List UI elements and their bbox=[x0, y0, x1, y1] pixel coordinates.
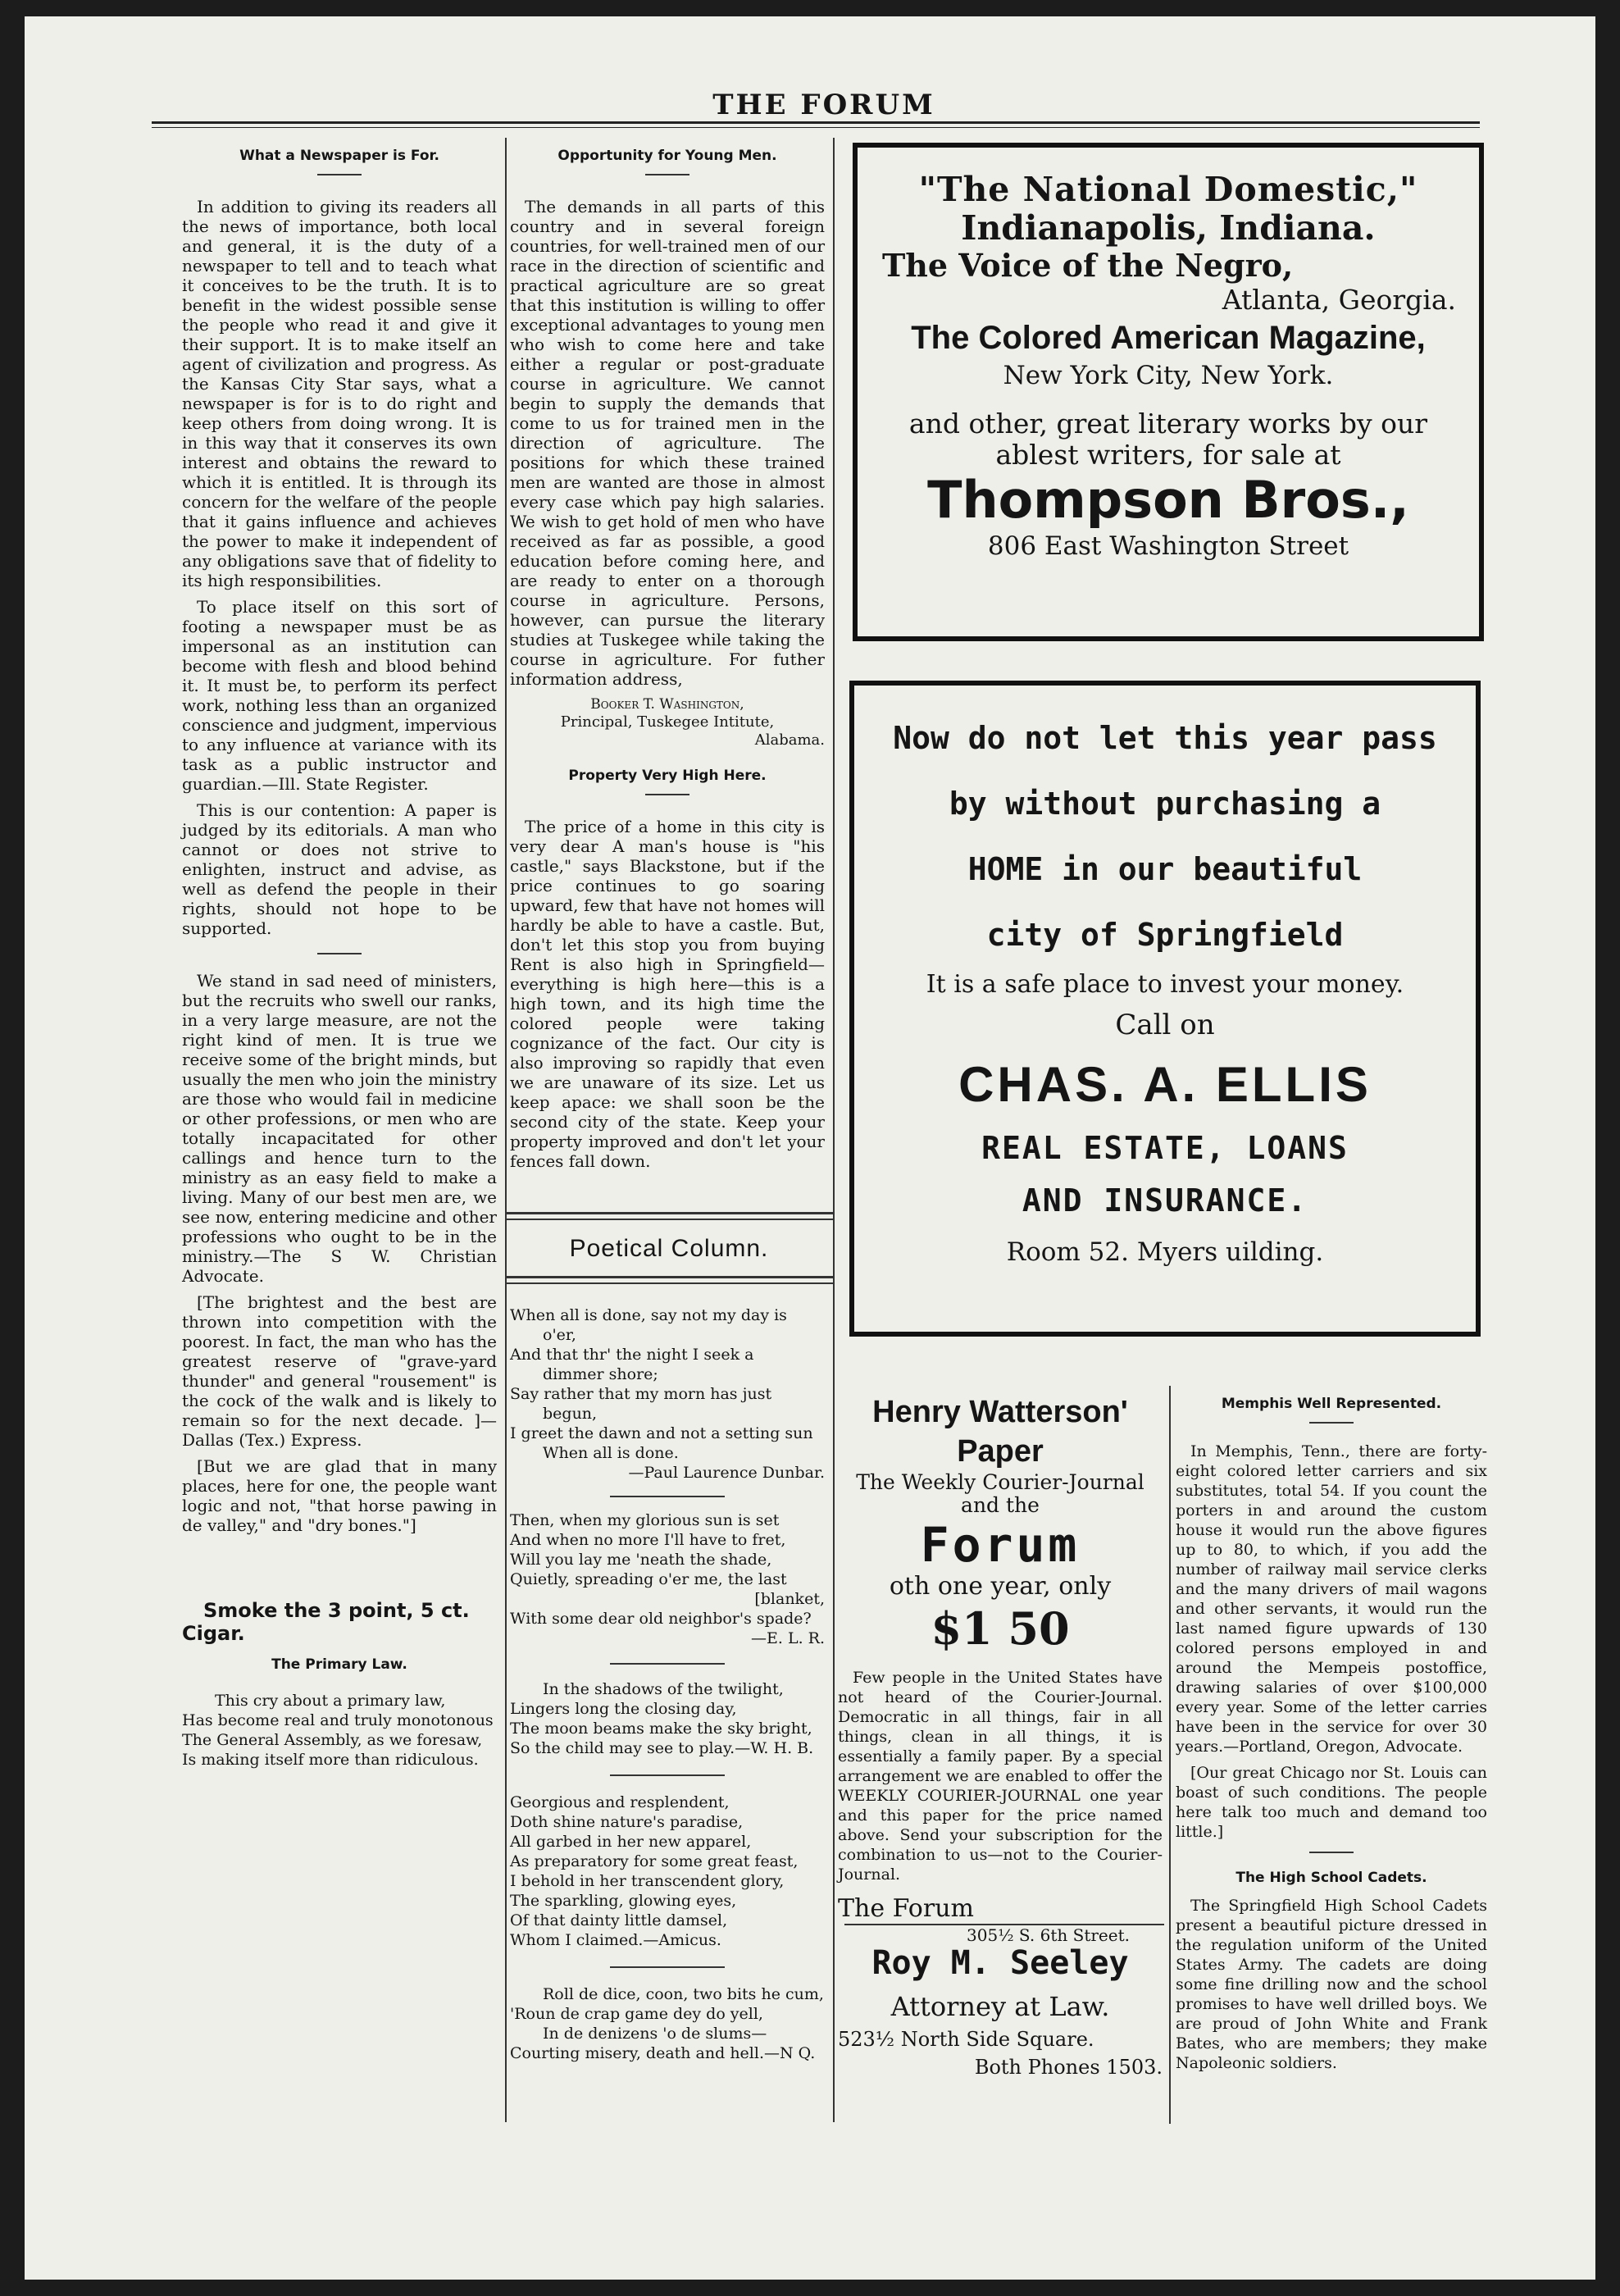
verse-line: As preparatory for some great feast, bbox=[510, 1852, 799, 1870]
verse-line: Quietly, spreading o'er me, the last bbox=[510, 1570, 787, 1588]
poem-rule bbox=[610, 1966, 725, 1968]
verse-line: Will you lay me 'neath the shade, bbox=[510, 1551, 772, 1569]
ad-address: 305½ S. 6th Street. bbox=[967, 1925, 1130, 1945]
watterson-forum-ad bbox=[838, 1392, 1163, 1945]
verse-author: —Paul Laurence Dunbar. bbox=[628, 1464, 825, 1482]
verse-line: Then, when my glorious sun is set bbox=[510, 1511, 780, 1529]
article-paragraph: [Our great Chicago nor St. Louis can boast of such conditions. The people here talk too much and demand too little.] bbox=[1176, 1764, 1487, 1841]
verse-line: And that thr' the night I seek a bbox=[510, 1346, 754, 1364]
ad-line: Forum bbox=[920, 1517, 1081, 1573]
verse-line: Lingers long the closing day, bbox=[510, 1700, 737, 1718]
verse bbox=[182, 1691, 497, 1770]
ad-line: New York City, New York. bbox=[1003, 361, 1334, 390]
column-2 bbox=[510, 146, 825, 1178]
article-paragraph: The Springfield High School Cadets present a beautiful picture dressed in the regulation uniform of the United States Army. The cadets are doing some fine drilling now and the school promises to have well drilled boys. We are proud of John White and Frank Bates, who are members; they make Napoleonic soldiers. bbox=[1176, 1897, 1487, 2072]
ad-line: Now do not let this year pass bbox=[893, 720, 1437, 756]
masthead-rule-thin bbox=[152, 127, 1480, 128]
article-paragraph: This is our contention: A paper is judged by its editorials. A man who cannot or does not strive to enlighten, instruct and advise, as well as defend the people in their rights, should not hope to be supported. bbox=[182, 800, 497, 938]
article-heading: Opportunity for Young Men. bbox=[557, 148, 777, 164]
article-heading: The Primary Law. bbox=[271, 1656, 407, 1673]
ad-line: ablest writers, for sale at bbox=[995, 439, 1341, 471]
column-divider bbox=[505, 138, 507, 2122]
verse-line: This cry about a primary law, bbox=[215, 1692, 446, 1710]
article-paragraph: In Memphis, Tenn., there are forty-eight colored letter carriers and six substitutes, total 54. If you count the porters in and around the custom house it would run the above figures up to 80, to which, if you add the number of railway mail service clerks and the many drivers of mail wagons and other servants, it would run the last named figure upwards of 130 colored persons employed in and around the Mempeis postoffice, drawing salaries of over $100,000 every year. Some of the letter carries have been in the service for over 30 years.—Portland, Oregon, Advocate. bbox=[1176, 1442, 1487, 1756]
masthead-title: THE FORUM bbox=[712, 89, 935, 121]
ad-line: oth one year, only bbox=[889, 1572, 1112, 1601]
poem-rule bbox=[610, 1774, 725, 1776]
ad-address: 523½ North Side Square. bbox=[838, 2028, 1094, 2051]
column-divider bbox=[833, 138, 835, 2122]
poem-rule bbox=[610, 1496, 725, 1497]
short-rule bbox=[645, 174, 689, 175]
ad-phone: Both Phones 1503. bbox=[974, 2056, 1163, 2079]
ad-line: Atlanta, Georgia. bbox=[1222, 284, 1456, 316]
ad-line: The Weekly Courier-Journal bbox=[856, 1470, 1144, 1494]
verse-line: Say rather that my morn has just bbox=[510, 1385, 772, 1403]
ad-line: The Voice of the Negro, bbox=[882, 247, 1294, 284]
ad-line: and other, great literary works by our bbox=[908, 408, 1428, 440]
section-rule bbox=[505, 1219, 833, 1220]
ad-line: CHAS. A. ELLIS bbox=[958, 1057, 1372, 1112]
column-1 bbox=[182, 146, 497, 1770]
signature-place: Alabama. bbox=[754, 731, 825, 749]
short-rule bbox=[1309, 1422, 1354, 1424]
short-rule bbox=[1309, 1852, 1354, 1853]
verse-line: Roll de dice, coon, two bits he cum, bbox=[543, 1985, 824, 2003]
verse-line: The sparkling, glowing eyes, bbox=[510, 1892, 737, 1910]
ad-line: Henry Watterson' Paper bbox=[872, 1395, 1128, 1469]
ad-line: AND INSURANCE. bbox=[1022, 1182, 1308, 1219]
poem bbox=[510, 1984, 825, 2063]
ad-line: by without purchasing a bbox=[949, 786, 1381, 822]
poem bbox=[510, 1305, 825, 1483]
ad-title: Attorney at Law. bbox=[890, 1991, 1110, 2022]
article-paragraph: [But we are glad that in many places, here for one, the people want logic and not, "that horse pawing in de valley," and "dry bones."] bbox=[182, 1456, 497, 1535]
verse-line: Whom I claimed.—Amicus. bbox=[510, 1931, 721, 1949]
article-paragraph: To place itself on this sort of footing a newspaper must be as impersonal as an institution can become with flesh and blood behind it. It must be, to perform its perfect work, nothing less than an organized conscience and judgment, impervious to any influence at variance with its task as a public instructor and guardian.—Ill. State Register. bbox=[182, 597, 497, 794]
section-rule bbox=[844, 1924, 1164, 1925]
signature-name: Booker T. Washington, bbox=[590, 696, 744, 713]
poetical-column-heading: Poetical Column. bbox=[569, 1235, 769, 1262]
ad-line: Call on bbox=[1115, 1009, 1215, 1041]
ad-line: HOME in our beautiful bbox=[967, 851, 1363, 887]
poem bbox=[510, 1510, 825, 1648]
short-rule bbox=[317, 174, 362, 175]
section-rule bbox=[505, 1282, 833, 1284]
verse-line: Is making itself more than ridiculous. bbox=[182, 1751, 479, 1769]
poem bbox=[510, 1679, 825, 1758]
ad-signature: The Forum bbox=[838, 1894, 974, 1923]
verse-line: With some dear old neighbor's spade? bbox=[510, 1610, 812, 1628]
cigar-ad-line: Cigar. bbox=[182, 1622, 245, 1645]
article-heading: The High School Cadets. bbox=[1235, 1870, 1427, 1886]
cigar-ad-line: Smoke the 3 point, 5 ct. bbox=[203, 1599, 470, 1622]
verse-line: When all is done. bbox=[543, 1444, 679, 1462]
ad-line: "The National Domestic," bbox=[918, 170, 1418, 209]
short-rule bbox=[317, 953, 362, 954]
chas-ellis-ad bbox=[849, 681, 1481, 1337]
verse-line: So the child may see to play.—W. H. B. bbox=[510, 1739, 814, 1757]
verse-line: begun, bbox=[543, 1405, 598, 1423]
signature-title: Principal, Tuskegee Intitute, bbox=[560, 713, 775, 731]
ad-line: and the bbox=[961, 1493, 1040, 1517]
verse-line: When all is done, say not my day is bbox=[510, 1306, 787, 1324]
verse-line: Has become real and truly monotonous bbox=[182, 1711, 494, 1729]
column-divider bbox=[1169, 1386, 1171, 2124]
verse-line: Doth shine nature's paradise, bbox=[510, 1813, 744, 1831]
verse-line: In de denizens 'o de slums— bbox=[543, 2025, 767, 2043]
ad-line: The Colored American Magazine, bbox=[911, 320, 1426, 356]
ad-body: Few people in the United States have not heard of the Courier-Journal. Democratic in all things, fair in all things, clean in all things, it is essentially a family paper. By a special arrangement we are enabled to offer the WEEKLY COURIER-JOURNAL one year and this paper for the price named above. Send your subscription for the combination to us—not to the Courier-Journal. bbox=[838, 1669, 1163, 1884]
ad-price: $1 50 bbox=[931, 1602, 1070, 1655]
ad-line: city of Springfield bbox=[986, 917, 1344, 953]
verse-line: In the shadows of the twilight, bbox=[543, 1680, 784, 1698]
verse-line: Of that dainty little damsel, bbox=[510, 1911, 728, 1929]
verse-line: [blanket, bbox=[754, 1590, 825, 1608]
section-rule bbox=[505, 1276, 833, 1278]
cigar-ad bbox=[182, 1599, 497, 1645]
verse-line: I greet the dawn and not a setting sun bbox=[510, 1424, 813, 1442]
article-heading: Property Very High Here. bbox=[568, 768, 767, 784]
verse-line: And when no more I'll have to fret, bbox=[510, 1531, 786, 1549]
article-heading: Memphis Well Represented. bbox=[1221, 1396, 1442, 1412]
ad-name: Roy M. Seeley bbox=[871, 1944, 1129, 1982]
ad-line: 806 East Washington Street bbox=[987, 531, 1349, 561]
verse-line: Georgious and resplendent, bbox=[510, 1793, 730, 1811]
section-rule bbox=[505, 1212, 833, 1214]
thompson-bros-ad bbox=[853, 143, 1484, 641]
article-paragraph: In addition to giving its readers all the news of importance, both local and general, it is the duty of a newspaper to tell and to teach what it conceives to be the truth. It is to benefit in the widest possible sense the people who read it and give it their support. It is to make itself an agent of civilization and progress. As the Kansas City Star says, what a newspaper is for is to do right and keep others from doing wrong. It is in this way that it conserves its own interest and obtains the reward to which it is entitled. It is through its concern for the welfare of the people that it gains influence and achieves the power to make it independent of any obligations save that of fidelity to its high responsibilities. bbox=[182, 197, 497, 590]
poem bbox=[510, 1793, 825, 1950]
verse-line: The General Assembly, as we foresaw, bbox=[182, 1731, 483, 1749]
article-paragraph: [The brightest and the best are thrown into competition with the poorest. In fact, the man who has the greatest reserve of "grave-yard thunder" and general "rousement" is the cock of the walk and is likely to remain so for the next decade. ]—Dallas (Tex.) Express. bbox=[182, 1292, 497, 1450]
article-paragraph: We stand in sad need of ministers, but the recruits who swell our ranks, in a very large measure, are not the right kind of men. It is true we receive some of the bright minds, but usually the men who join the ministry are those who would fail in medicine or other professions, or men who are totally incapacitated for other callings and hence turn to the ministry as an easy field to make a living. Many of our best men are, we see now, entering medicine and other professions who ought to be in the ministry.—The S W. Christian Advocate. bbox=[182, 971, 497, 1286]
masthead-rule bbox=[152, 121, 1480, 124]
article-paragraph: The price of a home in this city is very dear A man's house is "his castle," says Blackstone, but if the price continues to go soaring upward, few that have not homes will hardly be able to have a castle. But, don't let this stop you from buying Rent is also high in Springfield—everything is high here—this is a high town, and its high time the colored people were taking cognizance of the fact. Our city is also improving so rapidly that even we are unaware of its size. Let us keep apace: we shall soon be the second city of the state. Keep your property improved and don't let your fences fall down. bbox=[510, 817, 825, 1171]
verse-line: I behold in her transcendent glory, bbox=[510, 1872, 785, 1890]
verse-line: 'Roun de crap game dey do yell, bbox=[510, 2005, 763, 2023]
column-4 bbox=[1176, 1394, 1487, 2080]
article-heading: What a Newspaper is For. bbox=[239, 148, 439, 164]
poem-rule bbox=[610, 1663, 725, 1665]
verse-line: dimmer shore; bbox=[543, 1365, 658, 1383]
ad-line: REAL ESTATE, LOANS bbox=[981, 1130, 1349, 1166]
ad-line: Room 52. Myers uilding. bbox=[1006, 1237, 1324, 1267]
verse-line: o'er, bbox=[543, 1326, 576, 1344]
ad-line: Thompson Bros., bbox=[927, 470, 1409, 530]
verse-line: Courting misery, death and hell.—N Q. bbox=[510, 2044, 816, 2062]
article-paragraph: The demands in all parts of this country and in several foreign countries, for well-trained men of our race in the direction of scientific and practical agriculture are so great that this institution is willing to offer exceptional advantages to young men who wish to come here and take either a regular or post-graduate course in agriculture. We cannot begin to supply the demands that come to us for trained men in the direction of agriculture. The positions for which these trained men are wanted are those in almost every case which pay high salaries. We wish to get hold of men who have received as far as possible, a good education before coming here, and are ready to enter on a thorough course in agriculture. Persons, however, can pursue the literary studies at Tuskegee while taking the course in agriculture. For futher information address, bbox=[510, 197, 825, 689]
poems bbox=[510, 1305, 825, 2063]
verse-line: All garbed in her new apparel, bbox=[510, 1833, 752, 1851]
verse-line: The moon beams make the sky bright, bbox=[510, 1720, 812, 1738]
ad-line: It is a safe place to invest your money. bbox=[926, 970, 1404, 999]
verse-author: —E. L. R. bbox=[751, 1629, 825, 1647]
ad-line: Indianapolis, Indiana. bbox=[961, 208, 1376, 248]
short-rule bbox=[645, 794, 689, 795]
seeley-ad bbox=[838, 1938, 1163, 2081]
